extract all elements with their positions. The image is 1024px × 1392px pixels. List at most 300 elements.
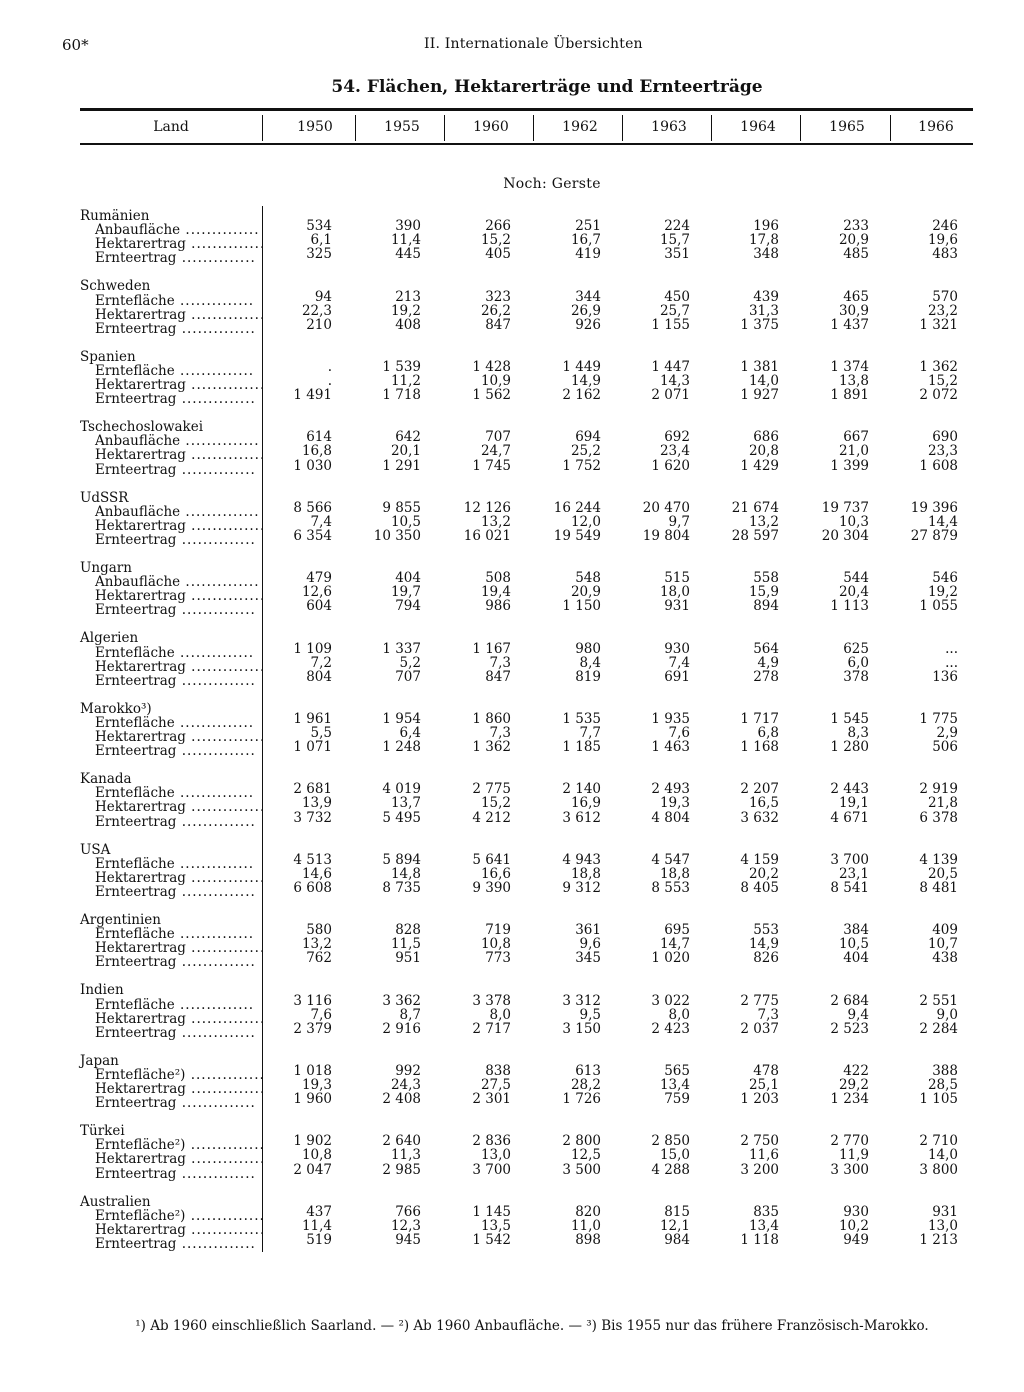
table-cell: 1 429: [740, 457, 779, 474]
header-year-1963: 1963: [651, 119, 687, 135]
table-cell: 12,6: [301, 584, 332, 601]
table-cell: 8 481: [919, 879, 958, 896]
table-cell: 24,3: [390, 1077, 421, 1093]
metric-label: [95, 222, 260, 239]
table-cell: 5,5: [310, 725, 332, 741]
table-cell: 351: [664, 246, 690, 263]
table-cell: 19,3: [659, 795, 690, 812]
table-cell: 613: [575, 1062, 601, 1079]
table-cell: 759: [664, 1091, 690, 1108]
country-name: Marokko³): [80, 700, 152, 717]
metric-label-text: Anbaufläche: [95, 503, 181, 520]
metric-label: [95, 1167, 255, 1181]
table-cell: 7,3: [489, 654, 511, 671]
table-cell: 1 055: [919, 598, 958, 615]
table-cell: 4 804: [651, 809, 690, 826]
table-cell: 19,2: [390, 302, 421, 319]
table-cell: 1 374: [830, 358, 869, 375]
table-cell: 766: [395, 1203, 421, 1220]
table-cell: 19,3: [301, 1077, 332, 1093]
metric-label-text: Erntefläche²): [95, 1207, 186, 1224]
table-cell: 15,9: [748, 584, 779, 601]
table-subtitle: Noch: Gerste: [503, 176, 601, 192]
leader-dots: ..............: [176, 602, 256, 619]
table-cell: 2 710: [919, 1133, 958, 1150]
table-cell: 14,6: [301, 865, 332, 882]
page-number: 60*: [62, 36, 89, 54]
table-cell: 20,4: [838, 584, 869, 601]
table-cell: 19 737: [821, 499, 869, 516]
metric-label: [95, 658, 266, 675]
country-name: Spanien: [80, 348, 136, 365]
leader-dots: ..............: [185, 1221, 266, 1238]
table-cell: 828: [395, 922, 421, 939]
leader-dots: ..............: [180, 222, 260, 239]
metric-label-text: Erntefläche: [95, 644, 175, 661]
table-cell: 390: [395, 218, 421, 235]
metric-label: [95, 463, 255, 477]
table-cell: 483: [932, 246, 958, 263]
table-cell: 1 902: [293, 1133, 332, 1150]
table-cell: 5 641: [472, 851, 511, 868]
table-cell: 1 726: [562, 1091, 601, 1108]
leader-dots: ..............: [176, 1024, 256, 1041]
metric-label-text: Ernteertrag: [95, 672, 177, 689]
table-cell: 544: [843, 570, 869, 587]
metric-label: [95, 1137, 265, 1154]
country-name: Rumänien: [80, 208, 150, 224]
table-cell: 2 443: [830, 781, 869, 798]
leader-dots: ..............: [185, 1151, 266, 1168]
table-cell: 6 378: [919, 809, 958, 826]
table-cell: 15,7: [659, 232, 690, 249]
table-cell: 2 770: [830, 1133, 869, 1150]
header-separator: [622, 115, 623, 141]
land-column-separator: [262, 206, 263, 1252]
table-cell: 18,8: [570, 865, 601, 882]
metric-label: [95, 251, 255, 265]
metric-label-text: Erntefläche: [95, 714, 175, 731]
leader-dots: ..............: [176, 954, 256, 971]
table-cell: 4,9: [757, 654, 779, 671]
table-cell: 251: [575, 218, 601, 235]
leader-dots: ..............: [180, 574, 260, 591]
table-cell: 1 437: [830, 316, 869, 333]
table-cell: 847: [485, 668, 511, 685]
table-cell: 478: [753, 1062, 779, 1079]
header-separator: [890, 115, 891, 141]
table-cell: 931: [932, 1203, 958, 1220]
table-cell: 422: [843, 1062, 869, 1079]
table-cell: 11,0: [570, 1217, 601, 1234]
table-cell: 12 126: [463, 499, 511, 516]
table-cell: 707: [485, 429, 511, 446]
table-cell: 10 350: [373, 527, 421, 544]
table-top-rule: [80, 108, 973, 111]
table-cell: 344: [575, 288, 601, 305]
metric-label-text: Ernteertrag: [95, 954, 177, 971]
table-cell: 1 745: [472, 457, 511, 474]
table-cell: 3 022: [651, 992, 690, 1009]
metric-label: [95, 294, 255, 308]
table-cell: 2 681: [293, 781, 332, 798]
table-cell: 15,2: [480, 232, 511, 249]
table-cell: 2 162: [562, 387, 601, 404]
table-cell: 1 020: [651, 950, 690, 967]
table-cell: 695: [664, 922, 690, 939]
table-cell: 1 118: [740, 1231, 779, 1248]
table-cell: 1 362: [472, 739, 511, 756]
table-cell: 1 961: [293, 710, 332, 727]
table-cell: 12,3: [390, 1217, 421, 1234]
table-cell: 24,7: [480, 443, 511, 460]
table-cell: 8,7: [399, 1006, 421, 1023]
table-cell: 1 167: [472, 640, 511, 657]
table-cell: 2 836: [472, 1133, 511, 1150]
table-cell: 949: [843, 1231, 869, 1248]
table-cell: 13,5: [480, 1217, 511, 1234]
table-cell: 409: [932, 922, 958, 939]
table-cell: 7,7: [579, 725, 601, 741]
table-cell: 1 375: [740, 316, 779, 333]
table-cell: 2 047: [293, 1161, 332, 1178]
table-cell: 1 168: [740, 739, 779, 756]
table-cell: 4 288: [651, 1161, 690, 1178]
table-cell: 8 553: [651, 879, 690, 896]
leader-dots: ..............: [176, 250, 256, 267]
table-cell: 3 378: [472, 992, 511, 1009]
table-cell: 437: [306, 1203, 332, 1220]
table-cell: 2 717: [472, 1020, 511, 1037]
table-cell: 3 200: [740, 1161, 779, 1178]
leader-dots: ..............: [176, 813, 256, 830]
table-cell: 7,3: [489, 725, 511, 741]
metric-label-text: Ernteertrag: [95, 1165, 177, 1182]
table-cell: 2 916: [382, 1020, 421, 1037]
table-cell: 1 539: [382, 358, 421, 375]
metric-label: [95, 364, 255, 378]
country-name: UdSSR: [80, 489, 129, 506]
table-cell: 18,0: [659, 584, 690, 601]
metric-label-text: Ernteertrag: [95, 250, 177, 267]
table-cell: 16 021: [463, 527, 511, 544]
table-cell: 233: [843, 218, 869, 235]
table-cell: 23,1: [838, 865, 869, 882]
table-cell: 1 105: [919, 1091, 958, 1108]
metric-label: [95, 447, 266, 464]
table-cell: 614: [306, 429, 332, 446]
table-cell: 11,9: [838, 1147, 869, 1164]
metric-label-text: Ernteertrag: [95, 1235, 177, 1252]
metric-label-text: Ernteertrag: [95, 883, 177, 900]
leader-dots: ..............: [185, 236, 266, 253]
country-name: Japan: [80, 1052, 119, 1069]
table-cell: 930: [664, 640, 690, 657]
leader-dots: ..............: [185, 306, 266, 323]
table-cell: 894: [753, 598, 779, 615]
table-cell: 9 390: [472, 879, 511, 896]
table-cell: 404: [843, 950, 869, 967]
table-cell: 2 207: [740, 781, 779, 798]
table-cell: 11,5: [390, 936, 421, 953]
leader-dots: ..............: [185, 1081, 266, 1097]
table-cell: 11,6: [748, 1147, 779, 1164]
metric-label: [95, 998, 255, 1012]
metric-label-text: Anbaufläche: [95, 433, 181, 450]
table-cell: .: [327, 373, 332, 389]
header-year-1964: 1964: [740, 119, 776, 135]
table-cell: 1 428: [472, 358, 511, 375]
metric-label: [95, 1081, 266, 1097]
metric-label: [95, 674, 255, 688]
metric-label: [95, 1026, 255, 1040]
table-cell: 838: [485, 1062, 511, 1079]
table-cell: 6,8: [757, 725, 779, 741]
table-cell: 1 960: [293, 1091, 332, 1108]
table-cell: 508: [485, 570, 511, 587]
table-cell: 16,6: [480, 865, 511, 882]
leader-dots: ..............: [185, 1137, 265, 1154]
table-cell: 3 362: [382, 992, 421, 1009]
table-cell: 2,9: [936, 725, 958, 741]
table-cell: 9,0: [936, 1006, 958, 1023]
table-cell: 4 547: [651, 851, 690, 868]
table-cell: 19,6: [927, 232, 958, 249]
table-cell: 9,4: [847, 1006, 869, 1023]
header-separator: [800, 115, 801, 141]
table-cell: 5 894: [382, 851, 421, 868]
table-cell: 1 381: [740, 358, 779, 375]
table-cell: 25,1: [748, 1077, 779, 1093]
table-cell: 10,9: [480, 373, 511, 389]
table-cell: 1 362: [919, 358, 958, 375]
table-cell: 28,2: [570, 1077, 601, 1093]
metric-label: [95, 729, 266, 745]
table-cell: 12,0: [570, 513, 601, 530]
table-cell: 465: [843, 288, 869, 305]
country-name: Algerien: [80, 630, 139, 647]
table-cell: 1 562: [472, 387, 511, 404]
table-cell: 6,1: [310, 232, 332, 249]
table-cell: 348: [753, 246, 779, 263]
table-cell: 1 109: [293, 640, 332, 657]
metric-label: [95, 869, 266, 886]
table-cell: 2 284: [919, 1020, 958, 1037]
table-cell: 23,2: [927, 302, 958, 319]
table-cell: 345: [575, 950, 601, 967]
table-cell: 2 493: [651, 781, 690, 798]
metric-label-text: Anbaufläche: [95, 574, 181, 591]
table-cell: 9 855: [382, 499, 421, 516]
table-cell: 7,6: [310, 1006, 332, 1023]
country-name: Ungarn: [80, 560, 132, 576]
metric-label-text: Hektarertrag: [95, 1221, 186, 1238]
metric-label: [95, 306, 266, 323]
header-separator: [262, 115, 263, 141]
table-cell: 13,0: [480, 1147, 511, 1164]
table-cell: 2 379: [293, 1020, 332, 1037]
table-cell: 19,4: [480, 584, 511, 601]
table-cell: 10,8: [301, 1147, 332, 1164]
table-cell: 3 116: [293, 992, 332, 1009]
table-cell: 17,8: [748, 232, 779, 249]
table-cell: 1 718: [382, 387, 421, 404]
country-name: Argentinien: [80, 912, 161, 928]
table-cell: 3 632: [740, 809, 779, 826]
metric-label: [95, 588, 266, 605]
table-cell: 325: [306, 246, 332, 263]
table-cell: 3 700: [830, 851, 869, 868]
country-name: Australien: [80, 1193, 151, 1210]
table-cell: 378: [843, 668, 869, 685]
table-cell: 4 019: [382, 781, 421, 798]
header-separator: [711, 115, 712, 141]
table-cell: 20,9: [838, 232, 869, 249]
leader-dots: ..............: [176, 672, 256, 689]
metric-label-text: Hektarertrag: [95, 306, 186, 323]
table-cell: 18,8: [659, 865, 690, 882]
metric-label: [95, 955, 255, 969]
table-cell: 1 775: [919, 710, 958, 727]
header-year-1965: 1965: [829, 119, 865, 135]
metric-label-text: Erntefläche: [95, 785, 175, 802]
metric-label: [95, 574, 260, 591]
table-cell: 8 566: [293, 499, 332, 516]
table-cell: 6,4: [399, 725, 421, 741]
metric-label: [95, 927, 255, 941]
table-cell: 604: [306, 598, 332, 615]
country-name: Tschechoslowakei: [80, 419, 204, 436]
table-cell: 1 185: [562, 739, 601, 756]
table-cell: 27,5: [480, 1077, 511, 1093]
table-cell: 719: [485, 922, 511, 939]
table-cell: .: [327, 358, 332, 375]
metric-label-text: Ernteertrag: [95, 1095, 177, 1112]
table-cell: 136: [932, 668, 958, 685]
table-cell: 2 071: [651, 387, 690, 404]
table-cell: ...: [945, 640, 958, 657]
leader-dots: ..............: [174, 644, 255, 661]
table-cell: 28,5: [927, 1077, 958, 1093]
table-cell: 4 159: [740, 851, 779, 868]
table-cell: 519: [306, 1231, 332, 1248]
table-cell: 2 800: [562, 1133, 601, 1150]
leader-dots: ..............: [176, 1165, 256, 1182]
table-cell: 7,4: [310, 513, 332, 530]
leader-dots: ..............: [185, 447, 266, 464]
table-cell: 419: [575, 246, 601, 263]
table-cell: 1 213: [919, 1231, 958, 1248]
table-cell: 1 280: [830, 739, 869, 756]
table-cell: 2 750: [740, 1133, 779, 1150]
table-cell: 8,0: [668, 1006, 690, 1023]
table-cell: 26,2: [480, 302, 511, 319]
metric-label: [95, 1237, 255, 1251]
table-cell: 8 735: [382, 879, 421, 896]
table-cell: 815: [664, 1203, 690, 1220]
table-cell: 13,0: [927, 1217, 958, 1234]
table-cell: 1 018: [293, 1062, 332, 1079]
table-cell: 565: [664, 1062, 690, 1079]
table-cell: 926: [575, 316, 601, 333]
table-cell: 20,2: [748, 865, 779, 882]
table-cell: 7,3: [757, 1006, 779, 1023]
table-cell: 21,0: [838, 443, 869, 460]
table-cell: 546: [932, 570, 958, 587]
table-cell: 4 943: [562, 851, 601, 868]
country-name: Schweden: [80, 278, 151, 295]
metric-label-text: Hektarertrag: [95, 1081, 186, 1097]
table-header-rule: [80, 143, 973, 145]
table-cell: 13,2: [301, 936, 332, 953]
table-cell: 707: [395, 668, 421, 685]
metric-label: [95, 1096, 255, 1110]
table-cell: ...: [945, 654, 958, 671]
metric-label-text: Hektarertrag: [95, 377, 186, 393]
leader-dots: ..............: [174, 785, 255, 802]
table-cell: 1 608: [919, 457, 958, 474]
table-cell: 1 030: [293, 457, 332, 474]
table-cell: 1 935: [651, 710, 690, 727]
section-title: II. Internationale Übersichten: [424, 36, 643, 52]
table-cell: 2 037: [740, 1020, 779, 1037]
metric-label-text: Ernteertrag: [95, 1024, 177, 1041]
table-cell: 31,3: [748, 302, 779, 319]
table-cell: 20,5: [927, 865, 958, 882]
table-cell: 1 248: [382, 739, 421, 756]
table-cell: 2 640: [382, 1133, 421, 1150]
table-cell: 1 447: [651, 358, 690, 375]
table-cell: 10,3: [838, 513, 869, 530]
table-cell: 16,8: [301, 443, 332, 460]
metric-label-text: Hektarertrag: [95, 729, 186, 745]
metric-label: [95, 433, 260, 450]
table-cell: 2 775: [740, 992, 779, 1009]
table-cell: 196: [753, 218, 779, 235]
leader-dots: ..............: [176, 1235, 256, 1252]
table-cell: 14,8: [390, 865, 421, 882]
table-cell: 278: [753, 668, 779, 685]
metric-label-text: Erntefläche: [95, 996, 175, 1013]
table-cell: 1 860: [472, 710, 511, 727]
table-cell: 5 495: [382, 809, 421, 826]
table-cell: 26,9: [570, 302, 601, 319]
table-cell: 15,2: [480, 795, 511, 812]
table-cell: 6,0: [847, 654, 869, 671]
table-cell: 2 301: [472, 1091, 511, 1108]
table-cell: 19,2: [927, 584, 958, 601]
table-cell: 16,9: [570, 795, 601, 812]
table-cell: 6 608: [293, 879, 332, 896]
table-title: 54. Flächen, Hektarerträge und Ernteerträge: [331, 77, 763, 97]
leader-dots: ..............: [185, 588, 266, 605]
table-cell: 2 919: [919, 781, 958, 798]
header-land: Land: [153, 119, 189, 135]
table-cell: 16,7: [570, 232, 601, 249]
table-cell: 2 684: [830, 992, 869, 1009]
table-cell: 564: [753, 640, 779, 657]
table-cell: 14,3: [659, 373, 690, 389]
table-cell: 794: [395, 598, 421, 615]
table-cell: 691: [664, 668, 690, 685]
table-cell: 1 145: [472, 1203, 511, 1220]
table-cell: 14,9: [748, 936, 779, 953]
leader-dots: ..............: [185, 1066, 265, 1083]
table-cell: 1 545: [830, 710, 869, 727]
table-cell: 14,0: [927, 1147, 958, 1164]
table-cell: 3 800: [919, 1161, 958, 1178]
table-cell: 20 470: [642, 499, 690, 516]
